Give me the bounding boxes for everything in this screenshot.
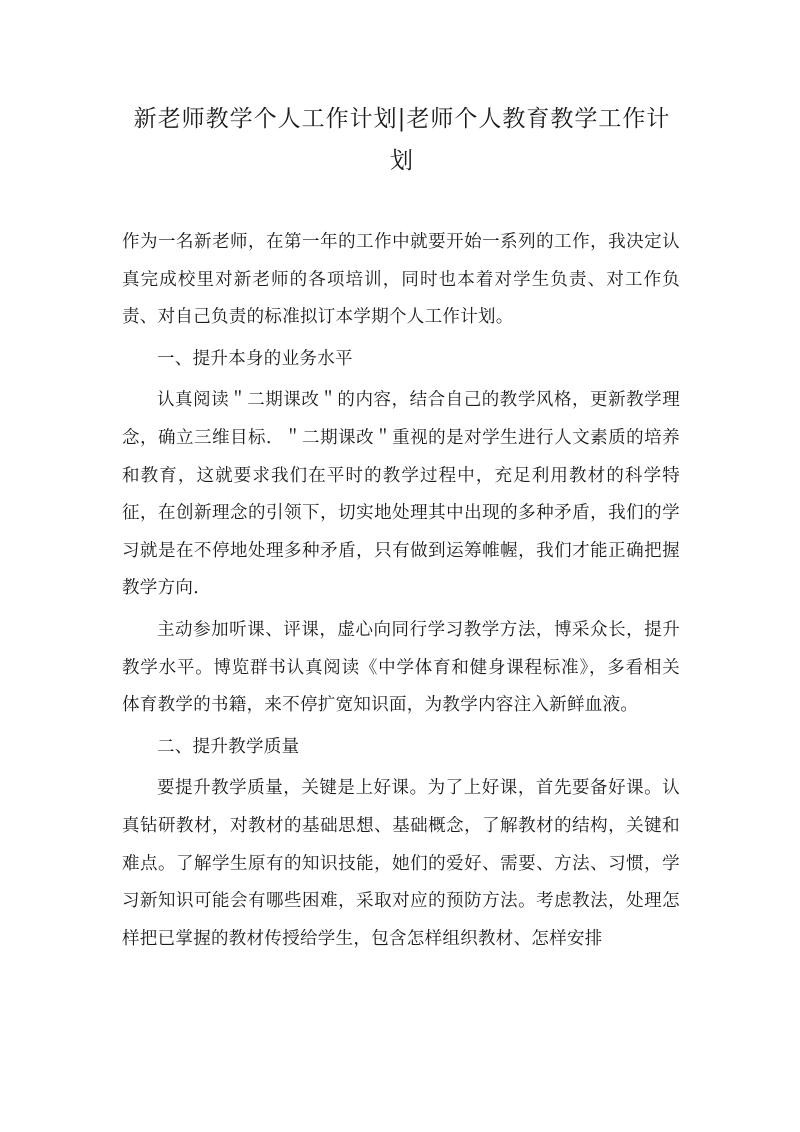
document-body — [122, 224, 680, 962]
document-title: 新老师教学个人工作计划|老师个人教育教学工作计划 — [133, 106, 671, 174]
section-heading-2: 二、提升教学质量 — [157, 736, 300, 757]
paragraph-teaching-quality: 要提升教学质量，关键是上好课。为了上好课，首先要备好课。认真钻研教材，对教材的基础思想、基础概念，了解教材的结构，关键和难点。了解学生原有的知识技能，她们的爱好、需要、方法、习惯，学习新知识可能会有哪些困难，采取对应的预防方法。考虑教法，处理怎样把已掌握的教材传授给学生，包含怎样组织教材、怎样安排 — [122, 778, 680, 949]
paragraph-lesson-observation: 主动参加听课、评课，虚心向同行学习教学方法，博采众长，提升教学水平。博览群书认真阅读《中学体育和健身课程标准》，多看相关体育教学的书籍，来不停扩宽知识面，为教学内容注入新鲜血液。 — [122, 619, 680, 716]
paragraph-curriculum-reform: 认真阅读＂二期课改＂的内容，结合自己的教学风格，更新教学理念，确立三维目标．＂二期课改＂重视的是对学生进行人文素质的培养和教育，这就要求我们在平时的教学过程中，充足利用教材的科学特征，在创新理念的引领下，切实地处理其中出现的多种矛盾，我们的学习就是在不停地处理多种矛盾，只有做到运筹帷幄，我们才能正确把握教学方向． — [122, 390, 680, 599]
paragraph-intro: 作为一名新老师，在第一年的工作中就要开始一系列的工作，我决定认真完成校里对新老师的各项培训，同时也本着对学生负责、对工作负责、对自己负责的标准拟订本学期个人工作计划。 — [122, 232, 680, 328]
section-heading-1: 一、提升本身的业务水平 — [157, 348, 353, 369]
